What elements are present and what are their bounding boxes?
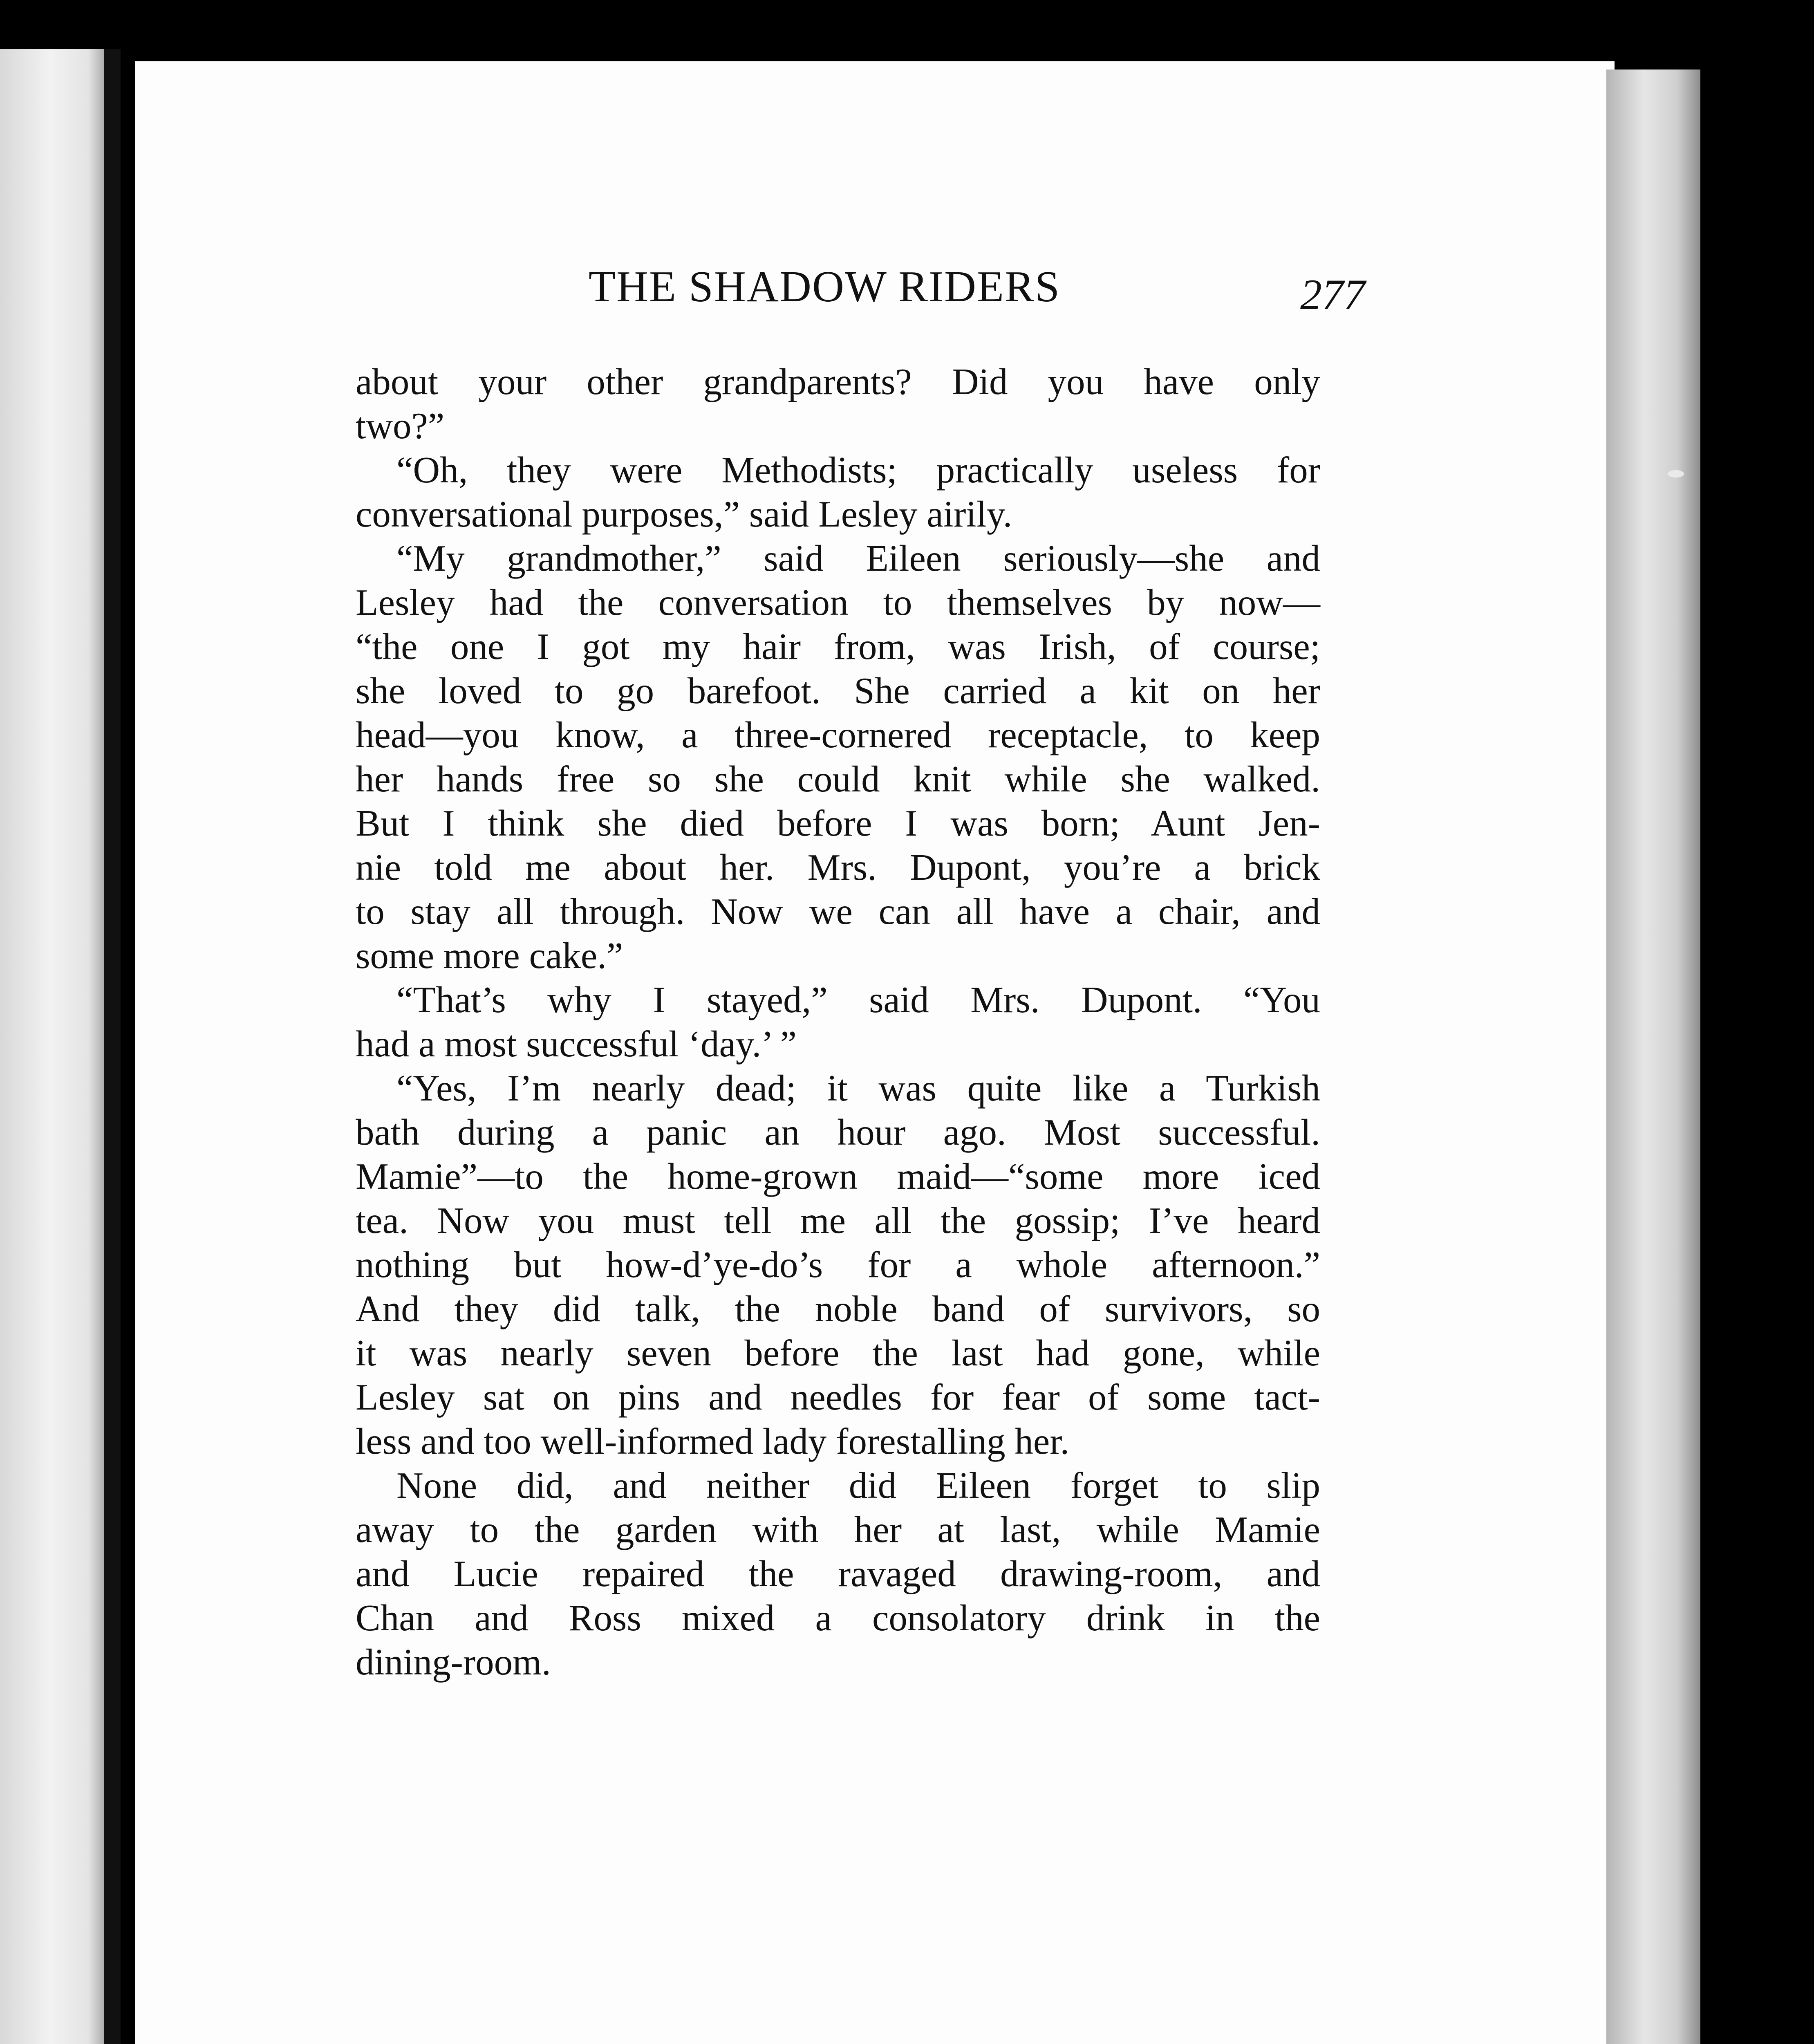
text-line: had a most successful ‘day.’ ” bbox=[356, 1023, 797, 1065]
text-line: and Lucie repaired the ravaged drawing-room, and bbox=[356, 1553, 1320, 1594]
text-line: less and too well-informed lady forestalling her. bbox=[356, 1421, 1070, 1462]
text-line: nie told me about her. Mrs. Dupont, you’re a brick bbox=[356, 847, 1320, 888]
text-line: Mamie”—to the home-grown maid—“some more iced bbox=[356, 1156, 1320, 1197]
text-line: away to the garden with her at last, while Mamie bbox=[356, 1509, 1320, 1550]
text-line: head—you know, a three-cornered receptacle, to keep bbox=[356, 714, 1320, 755]
page-edge-strip bbox=[1606, 69, 1700, 2044]
page-number: 277 bbox=[1300, 271, 1365, 318]
text-line: None did, and neither did Eileen forget to slip bbox=[396, 1465, 1320, 1506]
text-line: “the one I got my hair from, was Irish, of course; bbox=[356, 626, 1320, 667]
text-line: conversational purposes,” said Lesley airily. bbox=[356, 493, 1012, 535]
text-line: Lesley sat on pins and needles for fear of some tact- bbox=[356, 1376, 1320, 1418]
text-line: “My grandmother,” said Eileen seriously—she and bbox=[396, 538, 1320, 579]
text-line: But I think she died before I was born; Aunt Jen- bbox=[356, 802, 1320, 844]
text-line: dining-room. bbox=[356, 1641, 551, 1683]
running-head: THE SHADOW RIDERS bbox=[589, 262, 1061, 311]
text-line: Chan and Ross mixed a consolatory drink in the bbox=[356, 1597, 1320, 1638]
text-line: two?” bbox=[356, 405, 445, 446]
text-line: she loved to go barefoot. She carried a kit on her bbox=[356, 670, 1320, 711]
book-gutter bbox=[104, 49, 121, 2044]
text-line: bath during a panic an hour ago. Most successful. bbox=[356, 1112, 1320, 1153]
text-line: tea. Now you must tell me all the gossip; I’ve heard bbox=[356, 1200, 1320, 1241]
body-text bbox=[356, 360, 1320, 1684]
text-line: “That’s why I stayed,” said Mrs. Dupont. “You bbox=[396, 979, 1320, 1020]
text-line: And they did talk, the noble band of survivors, so bbox=[356, 1288, 1320, 1329]
text-line: to stay all through. Now we can all have a chair, and bbox=[356, 891, 1320, 932]
text-line: about your other grandparents? Did you have only bbox=[356, 361, 1320, 402]
facing-page-edge bbox=[0, 49, 110, 2044]
text-line: Lesley had the conversation to themselves by now— bbox=[356, 582, 1320, 623]
text-line: some more cake.” bbox=[356, 935, 623, 976]
text-line: her hands free so she could knit while she walked. bbox=[356, 758, 1320, 800]
text-line: “Yes, I’m nearly dead; it was quite like a Turkish bbox=[396, 1067, 1320, 1109]
text-line: nothing but how-d’ye-do’s for a whole afternoon.” bbox=[356, 1244, 1320, 1285]
text-line: “Oh, they were Methodists; practically useless for bbox=[396, 449, 1320, 491]
text-line: it was nearly seven before the last had gone, while bbox=[356, 1332, 1320, 1374]
scan-speck bbox=[1668, 470, 1684, 477]
